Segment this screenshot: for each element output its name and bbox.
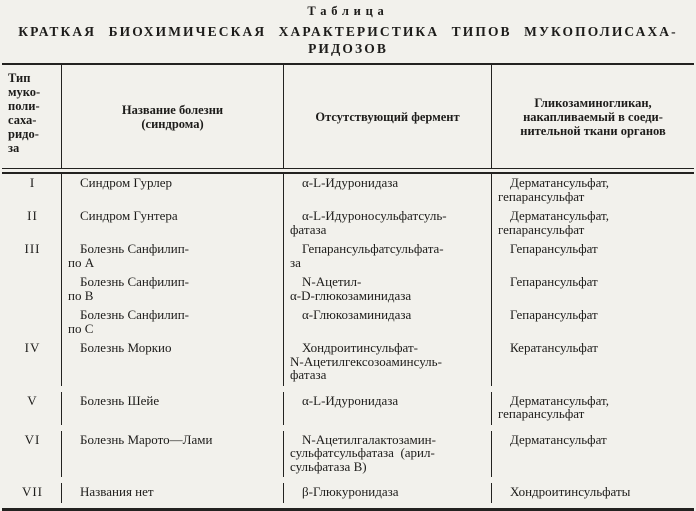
cell-type: VI (2, 431, 62, 478)
cell-line: Гепарансульфат (510, 274, 598, 289)
cell-disease (62, 174, 284, 207)
header-line: накапливаемый в соеди- (523, 109, 663, 124)
cell-line: по В (68, 287, 94, 303)
header-line: Гликозаминогликан, (534, 95, 652, 110)
table-row-V (2, 392, 694, 425)
cell-enzyme (284, 306, 492, 339)
cell-glycan (492, 273, 694, 306)
cell-line: Болезнь Санфилип- (80, 274, 189, 289)
table-header (2, 65, 694, 168)
header-line: Тип (8, 71, 31, 85)
cell-type: V (2, 392, 62, 425)
cell-line: Гепарансульфатсульфата- (302, 241, 444, 256)
cell-type: I (2, 174, 62, 207)
cell-glycan (492, 306, 694, 339)
cell-enzyme (284, 174, 492, 207)
cell-line: гепарансульфат (498, 221, 585, 237)
cell-line: сульфатсульфатаза (арил- (290, 445, 435, 460)
header-line: Название болезни (121, 102, 224, 117)
cell-glycan (492, 240, 694, 273)
cell-line: Болезнь Марото—Лами (80, 431, 213, 447)
cell-line: фатаза (290, 367, 327, 382)
cell-type: II (2, 207, 62, 240)
cell-disease (62, 392, 284, 425)
table-heading (0, 23, 696, 57)
cell-line: β-Глюкуронидаза (302, 484, 399, 499)
header-line: Отсутствующий фермент (315, 109, 460, 124)
cell-line: Синдром Гурлер (80, 175, 173, 190)
cell-disease (62, 240, 284, 273)
cell-line: Дерматансульфат, (510, 392, 609, 408)
cell-line: Дерматансульфат, (510, 175, 609, 190)
cell-line: Гепарансульфат (510, 307, 598, 322)
cell-line: α-D-глюкозаминидаза (290, 287, 412, 303)
table-row-VI (2, 431, 694, 478)
cell-line: Болезнь Санфилип- (80, 241, 189, 256)
cell-disease (62, 483, 284, 503)
cell-type: III (2, 240, 62, 273)
cell-line: Кератансульфат (510, 340, 598, 355)
cell-line: α-L-Идуронидаза (302, 175, 399, 190)
cell-enzyme (284, 339, 492, 386)
cell-line: N-Ацетилгалактозамин- (302, 431, 436, 447)
cell-disease (62, 431, 284, 478)
header-line: (синдрома) (141, 116, 204, 131)
cell-enzyme (284, 431, 492, 478)
cell-line: Хондроитинсульфат- (302, 340, 419, 355)
cell-enzyme (284, 483, 492, 503)
cell-line: Болезнь Моркио (80, 340, 172, 355)
cell-disease (62, 207, 284, 240)
table-caption: Таблица (307, 4, 389, 18)
header-line: муко- (8, 85, 41, 99)
table-body (2, 174, 694, 511)
header-cell-glycan (492, 65, 694, 168)
header-line: нительной ткани органов (520, 123, 666, 138)
cell-line: фатаза (290, 221, 327, 237)
table-row-sub (2, 306, 694, 339)
cell-glycan (492, 431, 694, 478)
header-cell-disease (62, 65, 284, 168)
cell-line: по А (68, 254, 95, 270)
cell-line: сульфатаза В) (290, 458, 367, 474)
cell-line: Болезнь Шейе (80, 392, 160, 408)
header-line: саха- (8, 113, 37, 127)
header-line: поли- (8, 99, 40, 113)
cell-enzyme (284, 273, 492, 306)
cell-line: по С (68, 320, 94, 336)
cell-line: Гепарансульфат (510, 241, 598, 256)
cell-line: Хондроитинсульфаты (510, 484, 631, 499)
cell-line: Синдром Гунтера (80, 208, 178, 223)
cell-line: N-Ацетилгексозоаминсуль- (290, 353, 442, 369)
cell-type (2, 273, 62, 306)
cell-line: α-L-Идуроносульфатсуль- (302, 208, 447, 223)
cell-type: VII (2, 483, 62, 503)
cell-line: α-Глюкозаминидаза (302, 307, 412, 322)
cell-line: Дерматансульфат (510, 431, 607, 447)
table-row-III (2, 240, 694, 273)
cell-glycan (492, 392, 694, 425)
table-row-IV (2, 339, 694, 386)
cell-disease (62, 306, 284, 339)
header-line: за (8, 141, 20, 155)
cell-disease (62, 339, 284, 386)
cell-line: гепарансульфат (498, 406, 585, 421)
mucopolysaccharidosis-table (2, 63, 694, 511)
cell-glycan (492, 207, 694, 240)
cell-glycan (492, 483, 694, 503)
header-line: ридо- (8, 127, 39, 141)
heading-line-1: КРАТКАЯ БИОХИМИЧЕСКАЯ ХАРАКТЕРИСТИКА ТИПОВ МУКОПОЛИСАХА- (18, 24, 678, 39)
cell-enzyme (284, 240, 492, 273)
cell-type: IV (2, 339, 62, 386)
header-cell-type (2, 65, 62, 168)
cell-enzyme (284, 207, 492, 240)
table-row-VII (2, 483, 694, 503)
heading-line-2: РИДОЗОВ (308, 41, 388, 56)
cell-line: за (290, 254, 301, 270)
cell-line: N-Ацетил- (302, 274, 362, 289)
cell-glycan (492, 174, 694, 207)
cell-glycan (492, 339, 694, 386)
cell-line: α-L-Идуронидаза (302, 392, 399, 408)
cell-enzyme (284, 392, 492, 425)
cell-type (2, 306, 62, 339)
cell-line: гепарансульфат (498, 188, 585, 204)
cell-disease (62, 273, 284, 306)
cell-line: Названия нет (80, 484, 154, 499)
cell-line: Болезнь Санфилип- (80, 307, 189, 322)
table-row-II (2, 207, 694, 240)
cell-line: Дерматансульфат, (510, 208, 609, 223)
header-cell-enzyme (284, 65, 492, 168)
table-row-I (2, 174, 694, 207)
table-row-sub (2, 273, 694, 306)
